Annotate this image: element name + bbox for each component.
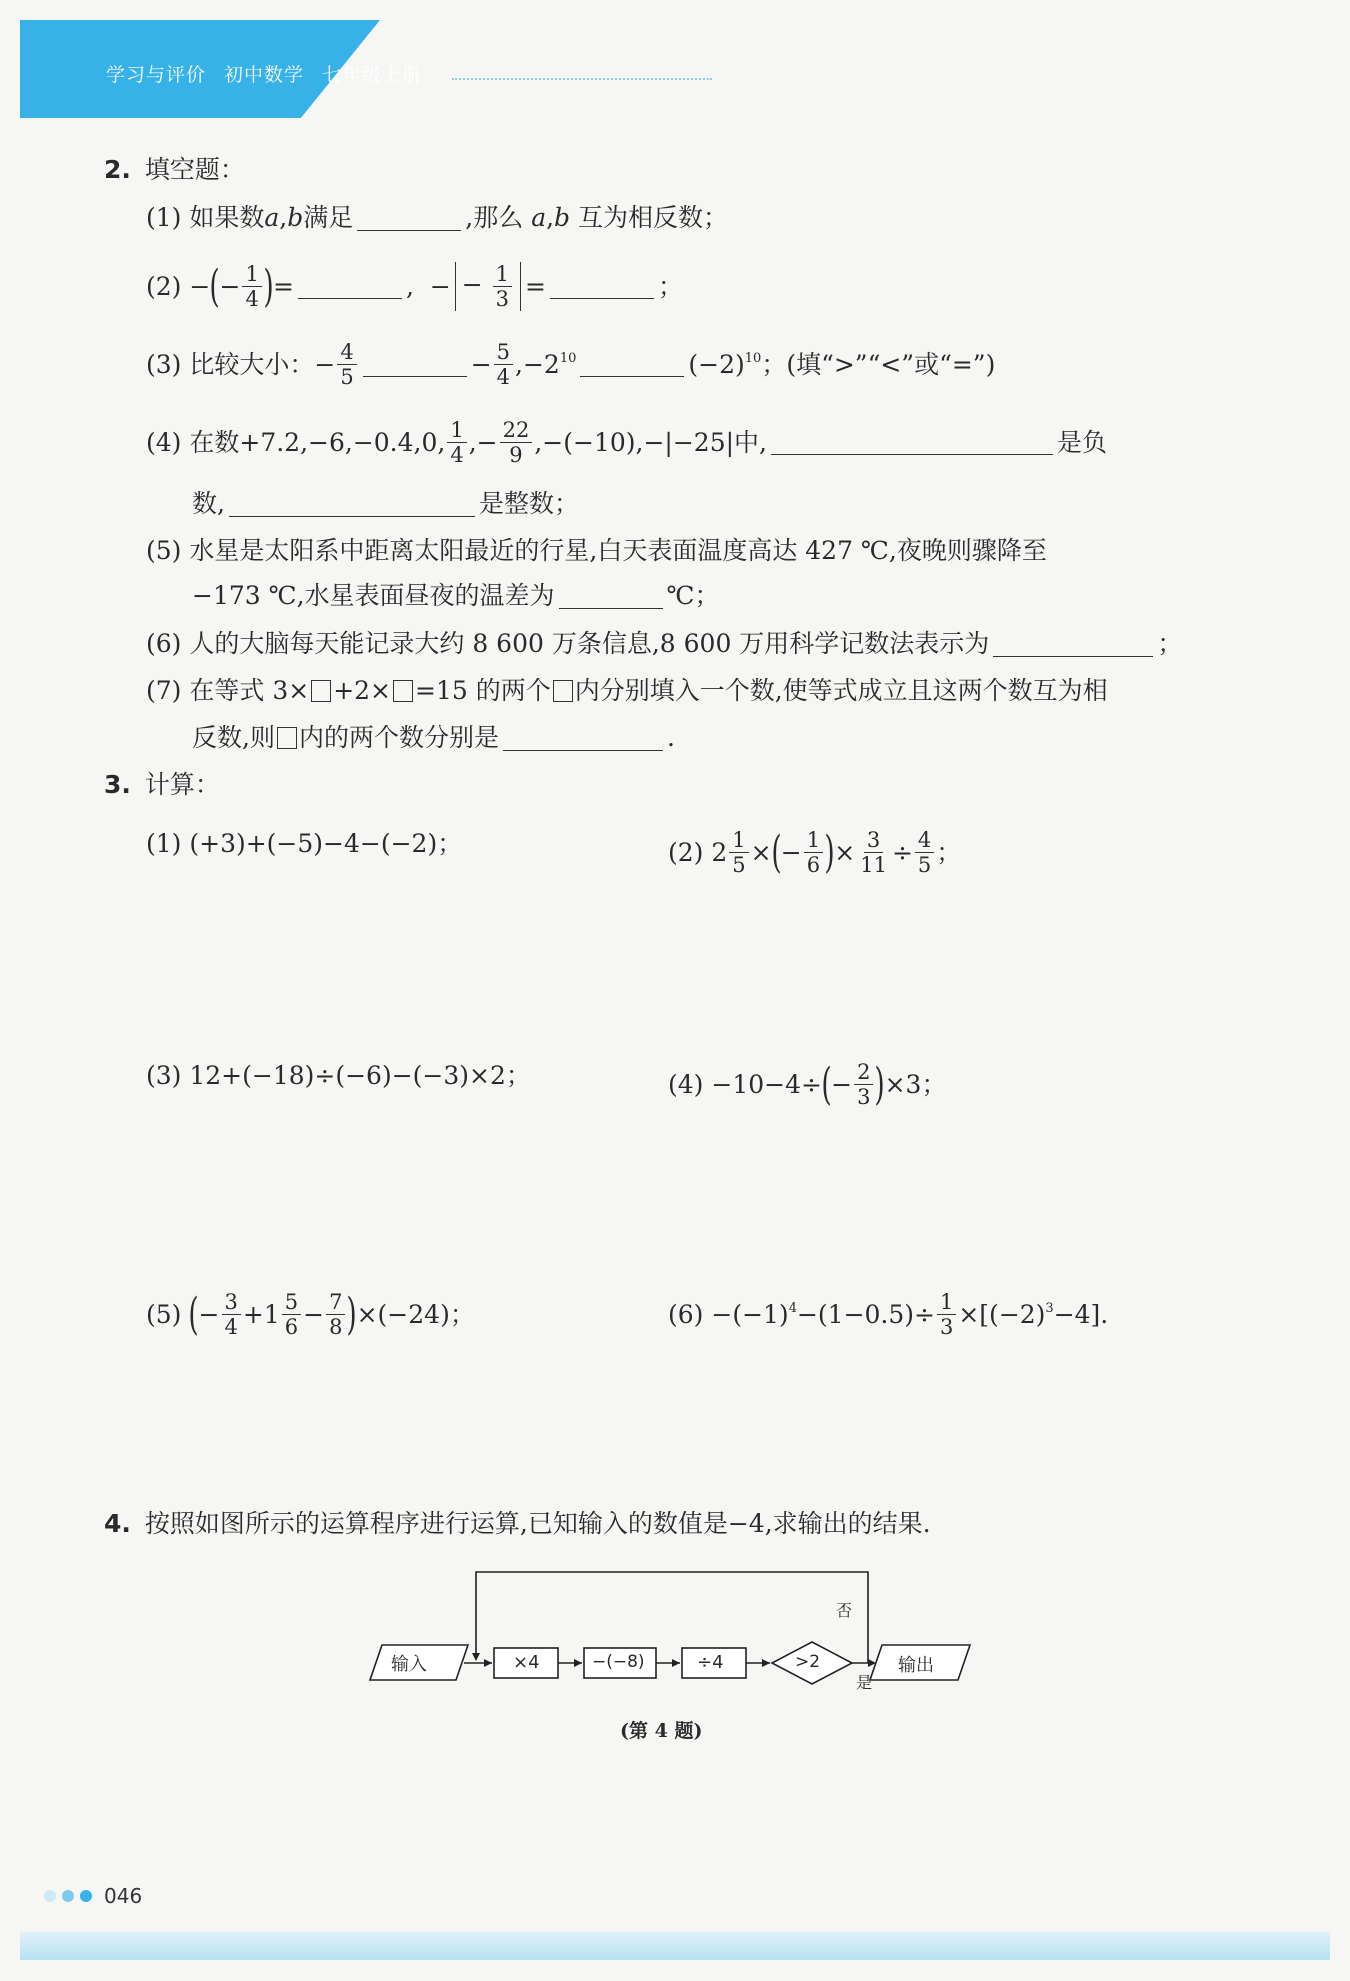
page-number: 046 [104,1884,143,1908]
text: 是负 [1056,427,1107,457]
fraction [494,340,513,389]
numerator: 4 [337,340,356,365]
empty-box [553,680,573,702]
text: ；(填“>”“<”或“=”) [761,349,996,379]
text: 内的两个数分别是 [298,723,499,752]
q2-part2 [146,262,683,311]
text: 互为相反数； [578,203,729,232]
paren-close: ) [346,1288,358,1340]
text: ； [1157,629,1183,658]
answer-blank[interactable] [993,632,1153,657]
q3-number: 3. [104,770,131,799]
denominator: 8 [329,1315,343,1339]
denominator: 11 [860,853,887,877]
text: ,−2 [515,349,560,379]
fraction [500,418,533,467]
paren-open: ( [821,1058,832,1110]
part-index: (2) [668,837,704,867]
denominator: 9 [509,443,523,467]
q4-text: 按照如图所示的运算程序进行运算,已知输入的数值是−4,求输出的结果. [144,1509,931,1538]
arrow-head [762,1659,770,1667]
header-series: 学习与评价 [106,64,207,86]
numerator: 1 [937,1290,956,1315]
q2-part7-cont [192,722,675,754]
text: ； [658,271,684,301]
q2-part4 [146,418,1107,467]
denominator: 5 [732,853,746,877]
answer-blank[interactable] [580,352,684,377]
text: −173 ℃,水星表面昼夜的温差为 [192,581,555,610]
part-index: (6) [668,1299,704,1329]
text: , [279,203,288,232]
arrow-head [574,1659,582,1667]
flow-output-label: 输出 [898,1655,934,1676]
text: ×[(−2) [958,1299,1046,1329]
paren-open: ( [771,826,782,878]
text: +2× [333,676,391,705]
fraction [854,1060,873,1109]
paren-close: ) [824,826,835,878]
minus: − [189,271,211,301]
q2-part6 [146,628,1182,660]
comma: , [405,271,414,301]
numerator: 5 [282,1290,301,1315]
flow-yes-label: 是 [856,1673,873,1692]
part-index: (6) [146,629,182,658]
denominator: 4 [496,365,511,389]
flow-op1-label: ×4 [513,1652,540,1673]
text: +1 [242,1299,280,1329]
arrow-head [472,1653,480,1661]
answer-blank[interactable] [363,352,467,377]
text: −(1−0.5)÷ [796,1299,935,1329]
header-subject: 初中数学 [224,64,305,86]
answer-blank[interactable] [298,274,402,299]
minus: − [780,837,802,867]
numerator: 3 [222,1290,241,1315]
q2-title: 填空题： [144,155,245,184]
header-grade: 七年级上册 [322,64,423,86]
text: ； [936,837,962,867]
equals: = [273,271,294,301]
text: 在数+7.2,−6,−0.4,0, [189,427,446,457]
numerator: 4 [915,828,934,853]
flow-op3-label: ÷4 [697,1652,724,1673]
minus: − [429,271,451,301]
footer-dot [62,1890,74,1902]
q3-title: 计算： [144,770,220,799]
denominator: 5 [340,365,354,389]
answer-blank[interactable] [771,430,1053,455]
answer-blank[interactable] [229,492,475,517]
text: 在等式 3× [189,676,310,705]
text: 反数,则 [192,723,275,752]
q4-heading [104,1508,931,1540]
paren-close: ) [874,1058,886,1110]
var-b: b [287,203,304,232]
fraction [447,418,466,467]
denominator: 4 [245,287,259,311]
numerator: 1 [729,828,748,853]
denominator: 4 [450,443,464,467]
text: 人的大脑每天能记录大约 8 600 万条信息,8 600 万用科学记数法表示为 [189,629,990,658]
part-index: (3) [146,349,182,379]
fraction [915,828,934,877]
minus: − [470,349,492,379]
part-index: (1) [146,203,182,232]
fraction [337,340,356,389]
part-index: (5) [146,1299,182,1329]
flowchart [360,1560,980,1700]
minus: − [219,271,241,301]
q3-heading [104,769,220,801]
q2-part7 [146,675,1108,707]
text: 满足 [303,203,354,232]
text: ℃； [666,581,720,610]
numerator: 1 [242,262,261,287]
fraction [282,1290,301,1339]
expression: (+3)+(−5)−4−(−2)； [189,829,463,858]
flow-input-label: 输入 [391,1654,427,1675]
flow-no-label: 否 [836,1601,853,1620]
part-index: (3) [146,1061,182,1090]
empty-box [393,680,413,702]
q2-number: 2. [104,155,131,184]
calc-4 [668,1060,946,1109]
part-index: (4) [146,427,182,457]
fraction [804,828,823,877]
footer-dot [80,1890,92,1902]
text: 如果数 [189,203,265,232]
denominator: 3 [939,1315,954,1339]
denominator: 3 [857,1085,871,1109]
calc-5 [146,1290,475,1339]
var-b: b [554,203,571,232]
mixed-number [711,828,750,877]
fraction [242,262,261,311]
text: 数, [192,489,225,518]
q2-part5 [146,535,1047,567]
q2-heading [104,154,245,186]
q2-part3: (3) 比较大小：− $\frac{4}{5}$ − $\frac{5}{4}$ ,−2 $^{10}$ (−2) $^{10}$ ；(填“>”“<”或“=”) [146,340,996,389]
absolute-value [455,262,521,311]
fraction [937,1290,956,1339]
answer-blank[interactable] [503,726,663,751]
part-index: (7) [146,676,182,705]
arrow-head [484,1659,492,1667]
header-title [106,60,422,87]
text: 水星是太阳系中距离太阳最近的行星,白天表面温度高达 427 ℃,夜晚则骤降至 [189,536,1047,565]
text: 比较大小：− [189,349,336,379]
q4-number: 4. [104,1509,131,1538]
text: (−2) [688,349,745,379]
empty-box [311,680,331,702]
answer-blank[interactable] [550,274,654,299]
equals: = [525,271,546,301]
text: −10−4÷ [711,1069,822,1099]
divide: ÷ [891,837,913,867]
text: 是整数； [478,489,579,518]
denominator: 6 [284,1315,299,1339]
calc-6: (6) −(−1) $^4$ −(1−0.5)÷ $\frac{1}{3}$ ×[(−2) $^3$ −4]. [668,1290,1109,1339]
flow-cond-label: >2 [795,1652,821,1672]
times: × [750,837,772,867]
paren-close: ) [263,260,274,312]
figure-caption: (第 4 题) [620,1720,703,1742]
expression: 12+(−18)÷(−6)−(−3)×2； [189,1061,531,1090]
q2-part1 [146,202,728,234]
fraction [729,828,748,877]
text: −4]. [1053,1299,1109,1329]
denominator: 3 [495,287,510,311]
text: . [666,723,675,752]
paren-open: ( [209,260,221,312]
fraction [222,1290,241,1339]
part-index: (2) [146,271,182,301]
numerator: 5 [494,340,513,365]
minus: − [831,1069,853,1099]
calc-2 [668,828,961,877]
answer-blank[interactable] [357,206,461,231]
part-index: (5) [146,536,182,565]
numerator: 1 [447,418,466,443]
fraction [857,828,890,877]
minus: − [303,1299,325,1329]
flow-op2-label: −(−8) [592,1652,645,1672]
text: 内分别填入一个数,使等式成立且这两个数互为相 [574,676,1108,705]
footer-band [20,1932,1330,1960]
header-dotted-rule [452,78,712,80]
var-a: a [531,203,547,232]
text: ,−(−10),−|−25|中, [534,427,767,457]
calc-1 [146,828,462,860]
empty-box [277,727,297,749]
denominator: 4 [224,1315,238,1339]
fraction [326,1290,345,1339]
text: ,− [468,427,498,457]
minus: − [461,270,483,299]
text: −(−1) [711,1299,789,1329]
numerator: 3 [864,828,883,853]
text: ×(−24)； [356,1299,475,1329]
fraction [493,262,512,311]
part-index: (4) [668,1069,704,1099]
denominator: 5 [917,853,932,877]
var-a: a [264,203,280,232]
numerator: 1 [804,828,823,853]
q2-part4-cont [192,488,579,520]
text: , [546,203,555,232]
numerator: 2 [854,1060,873,1085]
numerator: 1 [493,262,512,287]
denominator: 6 [806,853,821,877]
calc-3 [146,1060,531,1092]
footer-dot [44,1890,56,1902]
text: ,那么 [465,203,524,232]
answer-blank[interactable] [559,584,663,609]
q2-part5-cont [192,580,720,612]
paren-open: ( [188,1288,200,1340]
minus: − [198,1299,220,1329]
numerator: 7 [326,1290,345,1315]
whole: 2 [711,837,728,867]
part-index: (1) [146,829,182,858]
times: × [834,837,856,867]
numerator: 22 [500,418,533,443]
text: =15 的两个 [415,676,551,705]
text: ×3； [884,1069,947,1099]
arrow-head [672,1659,680,1667]
